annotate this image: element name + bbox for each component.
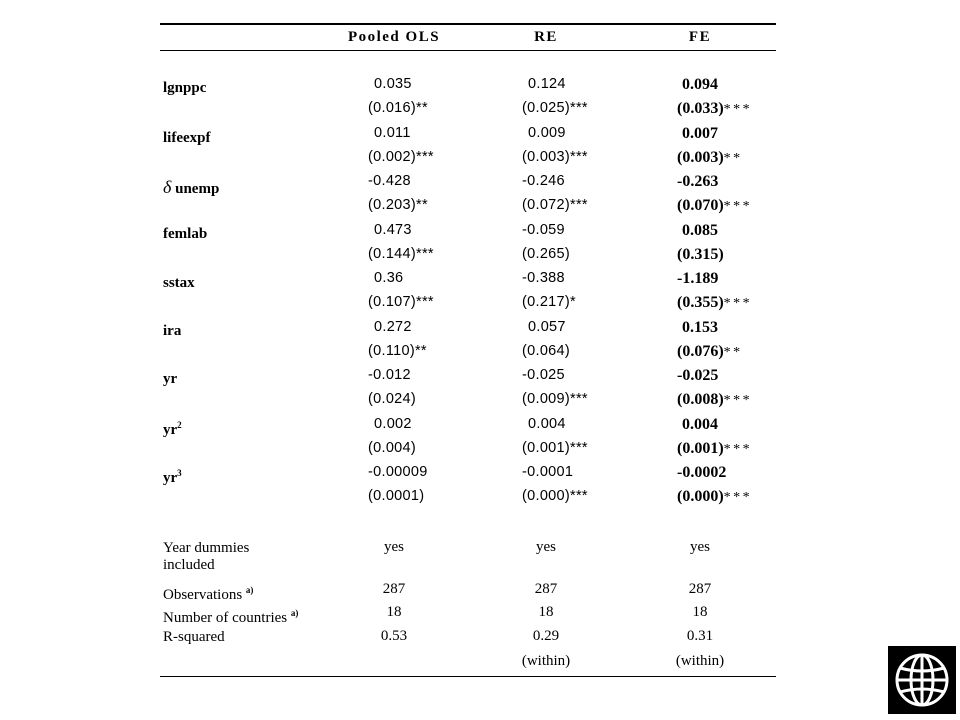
rsquared-fe: 0.31 [686, 628, 714, 644]
row-label: lifeexpf [163, 130, 211, 146]
table-bottom-rule [160, 676, 776, 677]
rsquared-label: R-squared [163, 629, 225, 645]
header-bottom-rule [160, 50, 776, 51]
ols-coef: 0.035 [374, 76, 412, 92]
fe-se: (0.008)*** [677, 391, 753, 408]
fe-se: (0.003)** [677, 149, 743, 166]
year-dummies-ols: yes [384, 539, 404, 555]
observations-ols: 287 [382, 581, 406, 597]
globe-icon [888, 646, 956, 714]
year-dummies-label: Year dummies included [163, 540, 250, 573]
countries-label: Number of countries $^{a)}$ [163, 608, 299, 626]
ols-se: (0.024) [368, 391, 417, 407]
table-top-rule [160, 23, 776, 25]
re-se: (0.003)*** [522, 149, 588, 165]
row-label: $yr^2$ [163, 420, 182, 438]
re-se: (0.025)*** [522, 100, 588, 116]
fe-coef: -1.189 [677, 270, 719, 287]
re-coef: -0.0001 [522, 464, 574, 480]
rsquared-ols: 0.53 [380, 628, 408, 644]
row-label: ira [163, 323, 182, 339]
fe-se: (0.315) [677, 246, 724, 263]
ols-coef: 0.272 [374, 319, 412, 335]
observations-fe: 287 [688, 581, 712, 597]
re-coef: 0.057 [528, 319, 566, 335]
re-se: (0.000)*** [522, 488, 588, 504]
fe-coef: 0.153 [682, 319, 718, 336]
re-coef: -0.025 [522, 367, 565, 383]
header-re: RE [534, 29, 558, 45]
row-label: lgnppc [163, 80, 207, 96]
re-coef: 0.004 [528, 416, 566, 432]
fe-coef: 0.004 [682, 416, 718, 433]
re-coef: -0.059 [522, 222, 565, 238]
ols-se: (0.203)** [368, 197, 428, 213]
fe-coef: -0.0002 [677, 464, 727, 481]
re-se: (0.217)* [522, 294, 576, 310]
observations-label: Observations $^{a)}$ [163, 585, 254, 603]
ols-coef: 0.002 [374, 416, 412, 432]
rsquared-re: 0.29 [532, 628, 560, 644]
row-label: femlab [163, 226, 208, 242]
within-re: (within) [521, 653, 571, 669]
fe-coef: -0.263 [677, 173, 719, 190]
re-se: (0.265) [522, 246, 571, 262]
countries-ols: 18 [386, 604, 402, 620]
ols-se: (0.016)** [368, 100, 428, 116]
fe-coef: 0.007 [682, 125, 718, 142]
fe-se: (0.076)** [677, 343, 743, 360]
row-label: sstax [163, 275, 195, 291]
fe-se: (0.000)*** [677, 488, 753, 505]
fe-se: (0.033)*** [677, 100, 753, 117]
year-dummies-fe: yes [690, 539, 710, 555]
re-coef: -0.388 [522, 270, 565, 286]
re-coef: 0.009 [528, 125, 566, 141]
re-se: (0.064) [522, 343, 571, 359]
ols-coef: 0.011 [374, 125, 411, 141]
ols-se: (0.110)** [368, 343, 427, 359]
within-fe: (within) [675, 653, 725, 669]
re-se: (0.072)*** [522, 197, 588, 213]
row-label: $yr^3$ [163, 468, 182, 486]
ols-se: (0.107)*** [368, 294, 434, 310]
countries-re: 18 [538, 604, 554, 620]
fe-se: (0.001)*** [677, 440, 753, 457]
observations-re: 287 [534, 581, 558, 597]
fe-coef: 0.094 [682, 76, 718, 93]
ols-coef: 0.36 [374, 270, 404, 286]
fe-coef: 0.085 [682, 222, 718, 239]
fe-coef: -0.025 [677, 367, 719, 384]
row-label: δ unemp [163, 177, 220, 197]
header-pooled-ols: Pooled OLS [347, 29, 441, 45]
ols-se: (0.144)*** [368, 246, 434, 262]
re-coef: -0.246 [522, 173, 565, 189]
fe-se: (0.070)*** [677, 197, 753, 214]
ols-coef: -0.428 [368, 173, 411, 189]
ols-se: (0.002)*** [368, 149, 434, 165]
re-se: (0.001)*** [522, 440, 588, 456]
re-coef: 0.124 [528, 76, 566, 92]
re-se: (0.009)*** [522, 391, 588, 407]
fe-se: (0.355)*** [677, 294, 753, 311]
ols-coef: -0.00009 [368, 464, 428, 480]
year-dummies-re: yes [536, 539, 556, 555]
ols-coef: 0.473 [374, 222, 412, 238]
ols-se: (0.004) [368, 440, 417, 456]
row-label: yr [163, 371, 178, 387]
ols-se: (0.0001) [368, 488, 425, 504]
header-fe: FE [688, 29, 712, 45]
world-bank-logo [888, 646, 956, 714]
ols-coef: -0.012 [368, 367, 411, 383]
countries-fe: 18 [692, 604, 708, 620]
